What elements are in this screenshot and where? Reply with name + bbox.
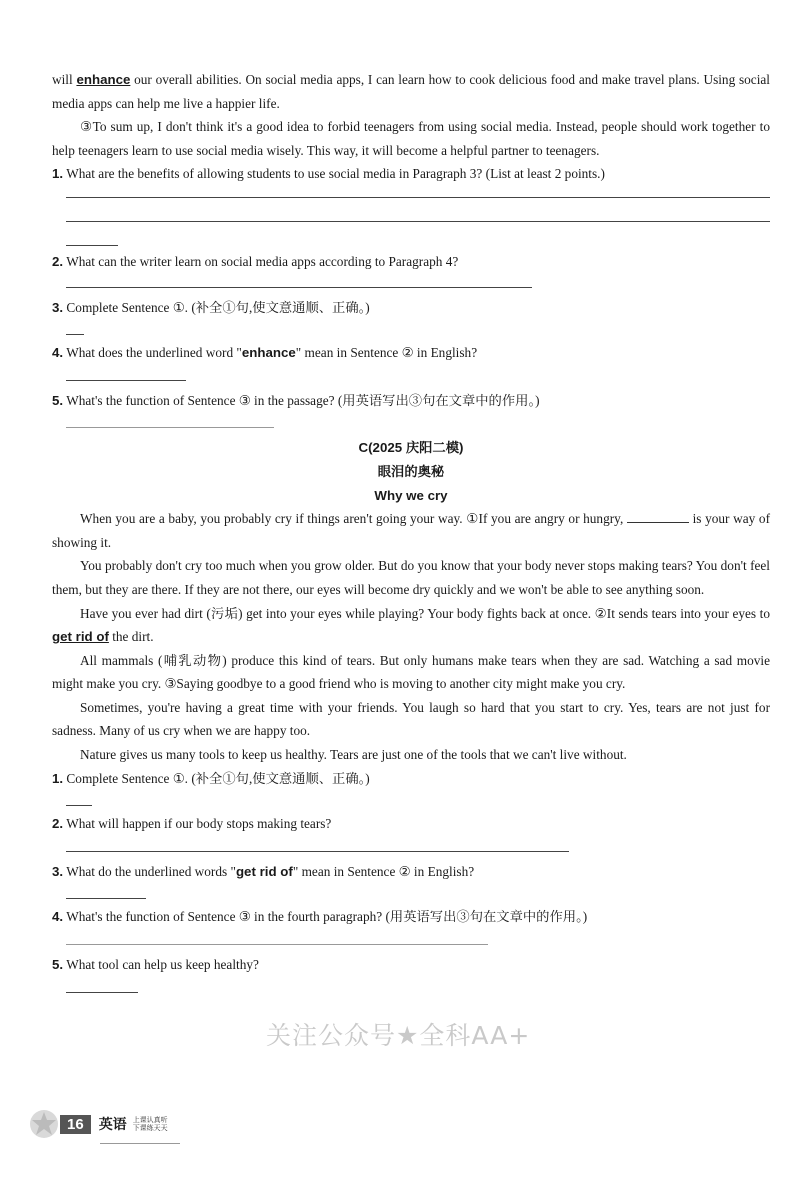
underlined-enhance: enhance <box>76 72 131 87</box>
question-c2: 2. What will happen if our body stops making tears? <box>52 816 332 832</box>
paragraph-c6: Nature gives us many tools to keep us healthy. Tears are just one of the tools that we can't live without. <box>80 747 627 763</box>
question-c4: 4. What's the function of Sentence ③ in the fourth paragraph? (用英语写出③句在文章中的作用。) <box>52 909 588 925</box>
underlined-get-rid-of: get rid of <box>52 629 109 645</box>
paragraph-c2: You probably don't cry too much when you grow older. But do you know that your body never stops making tears? You don't feel them, but they are there. If they are not there, our eyes will become dry quickly and we won't be able to see anything soon. <box>52 558 770 597</box>
answer-line[interactable] <box>66 379 186 381</box>
answer-line[interactable] <box>66 426 274 428</box>
answer-line[interactable] <box>66 220 770 222</box>
question-b5: 5. What's the function of Sentence ③ in the passage? (用英语写出③句在文章中的作用。) <box>52 392 540 408</box>
question-c5: 5. What tool can help us keep healthy? <box>52 957 259 973</box>
footer-divider <box>100 1143 180 1144</box>
paragraph-c1: When you are a baby, you probably cry if things aren't going your way. ①If you are angry or hungry, is your way of showing it. <box>52 511 771 550</box>
section-title-cn: 眼泪的奥秘 <box>377 463 445 479</box>
paragraph-c4: All mammals (哺乳动物) produce this kind of tears. But only humans make tears when they are sad. Watching a sad movie might make you cry. ③Saying goodbye to a good friend who is moving to another city might make you cry. <box>52 652 770 692</box>
star-mascot-icon <box>30 1110 58 1138</box>
motto: 上课认真听 下课练天天 <box>132 1116 168 1132</box>
answer-line[interactable] <box>66 244 118 246</box>
answer-line[interactable] <box>66 804 92 806</box>
paragraph-conclusion: ③To sum up, I don't think it's a good idea to forbid teenagers from using social media. Instead, people should work together to help teenagers learn to use social media wisely. This way, it will become a helpful partner to teenagers. <box>52 119 770 158</box>
paragraph-top: will enhance our overall abilities. On social media apps, I can learn how to cook delicious food and make travel plans. Using social media apps can help me live a happier life. <box>52 72 770 111</box>
paragraph-c5: Sometimes, you're having a great time with your friends. You laugh so hard that you start to cry. Yes, tears are not just for sadness. Many of us cry when we are happy too. <box>52 699 770 739</box>
answer-line[interactable] <box>66 991 138 993</box>
fill-blank[interactable] <box>627 510 689 523</box>
page-footer <box>30 1110 168 1138</box>
question-c1: 1. Complete Sentence ①. (补全①句,使文意通顺、正确。) <box>52 770 370 786</box>
watermark: 关注公众号★全科AA+ <box>266 1021 531 1050</box>
section-title-en: Why we cry <box>374 487 448 503</box>
paragraph-c3: Have you ever had dirt (污垢) get into your eyes while playing? Your body fights back at once. ②It sends tears into your eyes to get rid of the dirt. <box>52 605 770 645</box>
section-label: C(2025 庆阳二模) <box>358 440 464 456</box>
subject-label: 英语 <box>98 1117 127 1133</box>
answer-line[interactable] <box>66 943 488 945</box>
question-b2: 2. What can the writer learn on social media apps according to Paragraph 4? <box>52 253 459 269</box>
question-b1: 1. What are the benefits of allowing students to use social media in Paragraph 3? (List at least 2 points.) <box>52 166 605 182</box>
answer-line[interactable] <box>66 196 770 198</box>
question-b3: 3. Complete Sentence ①. (补全①句,使文意通顺、正确。) <box>52 299 370 315</box>
question-b4: 4. What does the underlined word "enhance" mean in Sentence ② in English? <box>52 345 478 361</box>
document-page <box>52 68 770 993</box>
answer-line[interactable] <box>66 897 146 899</box>
question-c3: 3. What do the underlined words "get rid of" mean in Sentence ② in English? <box>52 863 475 879</box>
answer-line[interactable] <box>66 286 532 288</box>
page-number: 16 <box>60 1115 91 1134</box>
answer-line[interactable] <box>66 333 84 335</box>
answer-line[interactable] <box>66 850 569 852</box>
